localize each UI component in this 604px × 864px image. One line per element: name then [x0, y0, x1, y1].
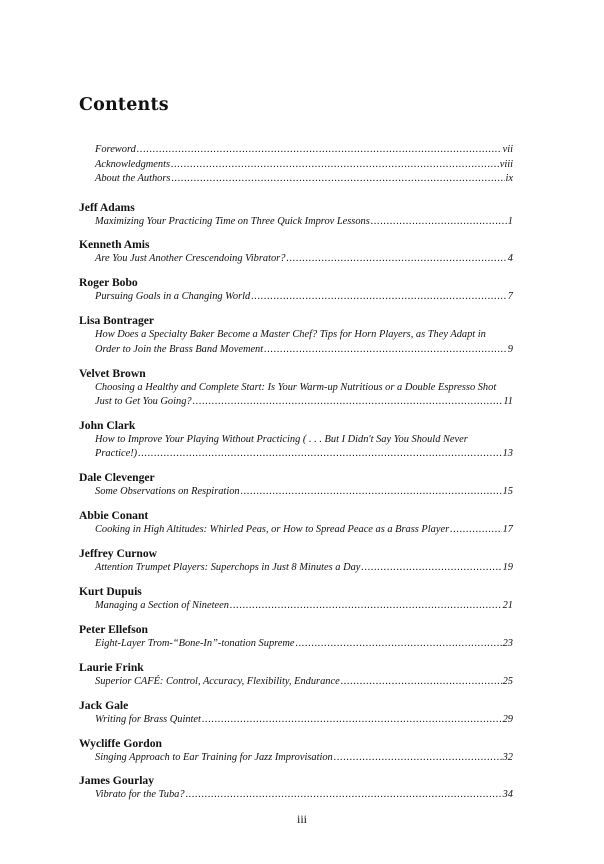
entry-title-line: Choosing a Healthy and Complete Start: Is Your Warm-up Nutritious or a Double Espresso Shot: [95, 381, 497, 393]
article-entry[interactable]: [95, 381, 513, 410]
entry-title: Writing for Brass Quintet: [95, 713, 201, 725]
article-entry[interactable]: [95, 788, 513, 803]
entry-title: Maximizing Your Practicing Time on Three Quick Improv Lessons: [95, 215, 370, 227]
article-entry[interactable]: [95, 713, 513, 728]
entry-page-number: 23: [502, 637, 513, 649]
dot-leader: [251, 290, 507, 305]
article-entry[interactable]: [95, 523, 513, 538]
author-section: [79, 237, 513, 267]
author-section: [79, 275, 513, 305]
author-name: Lisa Bontrager: [79, 314, 155, 328]
article-list: [95, 215, 513, 230]
author-name: Dale Clevenger: [79, 471, 155, 485]
entry-title: About the Authors: [95, 173, 171, 184]
author-name: Jeff Adams: [79, 200, 135, 214]
entry-title: Just to Get You Going?: [95, 396, 192, 408]
author-name: Peter Ellefson: [79, 622, 149, 636]
article-list: [95, 561, 513, 576]
article-entry[interactable]: [95, 637, 513, 652]
entry-title-line: How to Improve Your Playing Without Practicing ( . . . But I Didn't Say You Should Never: [95, 433, 468, 445]
entry-title: Foreword: [95, 144, 136, 155]
author-name: Roger Bobo: [79, 276, 138, 290]
front-matter-list: [95, 143, 513, 187]
entry-page-number: 25: [502, 675, 513, 687]
article-list: [95, 599, 513, 614]
dot-leader: [241, 485, 502, 500]
entry-title: Superior CAFÉ: Control, Accuracy, Flexibility, Endurance: [95, 675, 340, 687]
entry-title: Cooking in High Altitudes: Whirled Peas, or How to Spread Peace as a Brass Player: [95, 524, 450, 536]
author-section: [79, 660, 513, 690]
dot-leader: [137, 143, 502, 158]
author-name: James Gourlay: [79, 774, 155, 788]
dot-leader: [341, 675, 502, 690]
article-entry[interactable]: [95, 433, 513, 462]
dot-leader: [138, 447, 501, 462]
entry-page-number: 17: [502, 524, 513, 536]
article-list: [95, 713, 513, 728]
dot-leader: [264, 343, 507, 358]
entry-title: Attention Trumpet Players: Superchops in Just 8 Minutes a Day: [95, 562, 361, 574]
dot-leader: [450, 523, 502, 538]
author-section: [79, 508, 513, 538]
entry-title: Vibrato for the Tuba?: [95, 789, 185, 801]
dot-leader: [186, 788, 502, 803]
entry-page-number: 15: [502, 486, 513, 498]
entry-title: Acknowledgments: [95, 158, 171, 170]
entry-title: Managing a Section of Nineteen: [95, 600, 229, 612]
article-list: [95, 637, 513, 652]
author-name: Jeffrey Curnow: [79, 547, 158, 561]
dot-leader: [334, 751, 502, 766]
article-list: [95, 433, 513, 462]
article-entry[interactable]: [95, 215, 513, 230]
entry-page-number: viii: [499, 158, 513, 170]
front-matter-entry[interactable]: [95, 158, 513, 173]
dot-leader: [171, 158, 499, 173]
author-section: [79, 418, 513, 462]
dot-leader: [371, 215, 507, 230]
article-list: [95, 381, 513, 410]
author-section: [79, 622, 513, 652]
article-entry[interactable]: [95, 485, 513, 500]
article-list: [95, 675, 513, 690]
page-number: iii: [296, 812, 307, 826]
article-list: [95, 751, 513, 766]
author-name: Velvet Brown: [79, 366, 146, 380]
author-name: Kenneth Amis: [79, 238, 150, 252]
author-section: [79, 200, 513, 230]
entry-page-number: 29: [502, 713, 513, 725]
entry-page-number: ix: [505, 173, 513, 184]
entry-title: Are You Just Another Crescendoing Vibrator?: [95, 253, 286, 265]
entry-title: Practice!): [95, 448, 138, 460]
entry-page-number: vii: [502, 144, 513, 155]
dot-leader: [193, 395, 503, 410]
entry-title: Eight-Layer Trom-“Bone-In”-tonation Supreme: [95, 637, 295, 649]
table-of-contents: [79, 143, 513, 811]
entry-page-number: 21: [502, 600, 513, 612]
page-title: Contents: [79, 95, 169, 115]
article-list: [95, 485, 513, 500]
entry-page-number: 19: [502, 562, 513, 574]
entry-page-number: 11: [503, 396, 513, 408]
article-entry[interactable]: [95, 751, 513, 766]
entry-page-number: 7: [507, 291, 513, 303]
entry-page-number: 34: [502, 789, 513, 801]
dot-leader: [171, 172, 504, 187]
article-entry[interactable]: [95, 252, 513, 267]
article-list: [95, 523, 513, 538]
article-entry[interactable]: [95, 290, 513, 305]
article-list: [95, 290, 513, 305]
dot-leader: [361, 561, 501, 576]
author-name: Jack Gale: [79, 698, 129, 712]
entry-page-number: 9: [507, 343, 513, 355]
article-list: [95, 788, 513, 803]
author-name: Kurt Dupuis: [79, 585, 142, 599]
author-section: [79, 366, 513, 410]
entry-page-number: 13: [502, 448, 513, 460]
author-sections: [79, 200, 513, 803]
author-section: [79, 546, 513, 576]
author-name: Wycliffe Gordon: [79, 736, 162, 750]
article-entry-continuation: [95, 447, 513, 462]
dot-leader: [202, 713, 502, 728]
front-matter-entry[interactable]: [95, 172, 513, 187]
author-section: [79, 584, 513, 614]
article-list: [95, 328, 513, 357]
author-name: Laurie Frink: [79, 660, 144, 674]
article-entry[interactable]: [95, 561, 513, 576]
dot-leader: [296, 637, 502, 652]
entry-title: Order to Join the Brass Band Movement: [95, 343, 264, 355]
author-section: [79, 470, 513, 500]
author-section: [79, 313, 513, 357]
entry-page-number: 1: [507, 215, 513, 227]
article-entry[interactable]: [95, 328, 513, 357]
entry-title: Pursuing Goals in a Changing World: [95, 291, 251, 303]
article-list: [95, 252, 513, 267]
author-name: Abbie Conant: [79, 509, 149, 523]
entry-title: Some Observations on Respiration: [95, 486, 240, 498]
entry-title: Singing Approach to Ear Training for Jazz Improvisation: [95, 751, 333, 763]
author-section: [79, 773, 513, 803]
entry-page-number: 32: [502, 751, 513, 763]
author-name: John Clark: [79, 418, 136, 432]
entry-page-number: 4: [507, 253, 513, 265]
front-matter-entry[interactable]: [95, 143, 513, 158]
article-entry-continuation: [95, 343, 513, 358]
author-section: [79, 736, 513, 766]
article-entry[interactable]: [95, 675, 513, 690]
article-entry[interactable]: [95, 599, 513, 614]
entry-title-line: How Does a Specialty Baker Become a Master Chef? Tips for Horn Players, as They Adapt in: [95, 329, 486, 341]
dot-leader: [230, 599, 502, 614]
author-section: [79, 698, 513, 728]
dot-leader: [286, 252, 506, 267]
article-entry-continuation: [95, 395, 513, 410]
